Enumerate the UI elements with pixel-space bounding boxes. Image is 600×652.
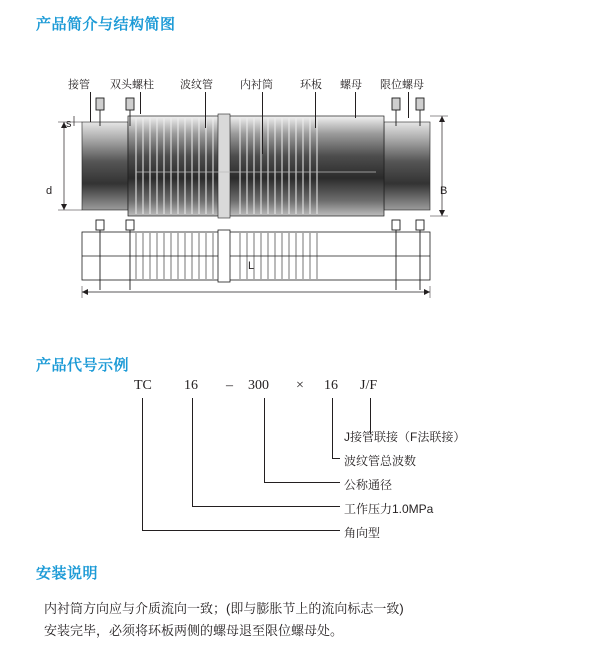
code-token: 300	[248, 378, 269, 393]
section-title-code: 产品代号示例	[36, 357, 130, 374]
code-token: J/F	[360, 378, 378, 393]
code-description: 工作压力1.0MPa	[344, 502, 434, 516]
code-description: 公称通径	[344, 478, 393, 492]
code-example-diagram	[40, 378, 560, 538]
callout-label: 内衬筒	[240, 79, 273, 91]
code-leader-horizontal	[192, 506, 340, 507]
callout-leader-line	[408, 92, 409, 118]
code-leader-vertical	[142, 398, 143, 530]
dimension-label: d	[46, 185, 53, 197]
code-description: J接管联接（F法联接）	[344, 430, 466, 444]
code-description: 波纹管总波数	[344, 454, 417, 468]
code-token: –	[226, 378, 233, 393]
callout-label: 波纹管	[180, 79, 213, 91]
dimension-label: B	[440, 185, 448, 197]
code-token: ×	[296, 378, 304, 393]
code-leader-vertical	[192, 398, 193, 506]
code-token: 16	[324, 378, 338, 393]
section-title-structure: 产品简介与结构简图	[36, 16, 176, 33]
callout-label: 接管	[68, 79, 90, 91]
callout-leader-line	[355, 92, 356, 118]
callout-leader-line	[205, 92, 206, 128]
callout-label: 双头螺柱	[110, 79, 154, 91]
code-leader-horizontal	[332, 458, 340, 459]
code-leader-vertical	[264, 398, 265, 482]
structure-diagram	[40, 60, 560, 300]
install-note-1: 内衬筒方向应与介质流向一致；(即与膨胀节上的流向标志一致)	[44, 601, 404, 616]
structure-diagram-svg	[40, 60, 560, 300]
callout-label: 螺母	[340, 79, 362, 91]
callout-leader-line	[315, 92, 316, 128]
install-note-2: 安装完毕，必须将环板两侧的螺母退至限位螺母处。	[44, 623, 344, 638]
code-leader-horizontal	[264, 482, 340, 483]
callout-leader-line	[90, 92, 91, 122]
callout-leader-line	[262, 92, 263, 154]
dimension-label: s	[66, 118, 72, 130]
section-title-install: 安装说明	[36, 565, 99, 582]
code-token: TC	[134, 378, 152, 393]
code-description: 角向型	[344, 526, 381, 540]
code-leader-horizontal	[142, 530, 340, 531]
callout-leader-line	[140, 92, 141, 114]
code-token: 16	[184, 378, 198, 393]
code-leader-vertical	[332, 398, 333, 458]
callout-label: 限位螺母	[380, 79, 424, 91]
dimension-label: L	[248, 260, 255, 272]
install-notes	[44, 598, 564, 642]
callout-label: 环板	[300, 79, 322, 91]
